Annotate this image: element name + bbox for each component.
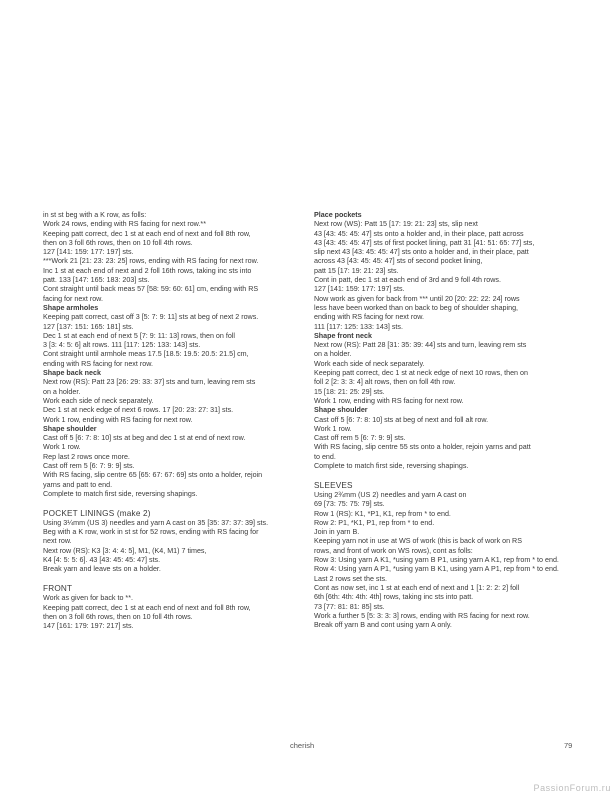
text-line: on a holder. <box>43 387 81 396</box>
text-line: 127 [141: 159: 177: 197] sts. <box>43 248 134 257</box>
text-line: Last 2 rows set the sts. <box>314 574 388 583</box>
subheading: Shape shoulder <box>314 406 368 415</box>
section-heading: FRONT <box>43 584 73 594</box>
text-line: Cast off 5 [6: 7: 8: 10] sts at beg and dec 1 st at end of next row. <box>43 434 246 443</box>
text-line: rows, and front of work on WS rows), cont as folls: <box>314 546 473 555</box>
text-line: Row 4: Using yarn A P1, *using yarn B K1, using yarn A P1, rep from * to end. <box>314 565 559 574</box>
text-line: 15 [18: 21: 25: 29] sts. <box>314 387 385 396</box>
text-line: With RS facing, slip centre 65 [65: 67: 67: 69] sts onto a holder, rejoin <box>43 471 263 480</box>
text-line: 3 [3: 4: 5: 6] alt rows. 111 [117: 125: 133: 143] sts. <box>43 341 201 350</box>
text-line: Complete to match first side, reversing shapings. <box>43 489 198 498</box>
text-line: then on 3 foll 6th rows, then on 10 foll 4th rows. <box>43 238 193 247</box>
text-line: Join in yarn B. <box>314 528 360 537</box>
text-line: Work 1 row, ending with RS facing for next row. <box>314 396 464 405</box>
text-line: Row 2: P1, *K1, P1, rep from * to end. <box>314 518 435 527</box>
text-line: foll 2 [2: 3: 3: 4] alt rows, then on foll 4th row. <box>314 378 456 387</box>
text-line: Keeping patt correct, dec 1 st at each end of next and foll 8th row, <box>43 229 251 238</box>
text-line: 111 [117: 125: 133: 143] sts. <box>314 322 403 331</box>
page-number: 79 <box>564 741 573 750</box>
text-line: Now work as given for back from *** until 20 [20: 22: 22: 24] rows <box>314 294 520 303</box>
text-line: 147 [161: 179: 197: 217] sts. <box>43 622 134 631</box>
text-line: Cont in patt, dec 1 st at each end of 3rd and 9 foll 4th rows. <box>314 276 501 285</box>
text-line: less have been worked than on back to beg of shoulder shaping, <box>314 303 519 312</box>
text-line: yarns and patt to end. <box>43 480 113 489</box>
text-line: Using 2¾mm (US 2) needles and yarn A cast on <box>314 491 467 499</box>
subheading: Shape shoulder <box>43 424 97 433</box>
text-line: Dec 1 st at each end of next 5 [7: 9: 11: 13] rows, then on foll <box>43 331 235 340</box>
left-column <box>43 211 298 632</box>
text-line: Work each side of neck separately. <box>314 359 425 368</box>
text-line: in st st beg with a K row, as folls: <box>43 211 147 219</box>
text-line: 127 [141: 159: 177: 197] sts. <box>314 285 405 294</box>
spacer <box>43 499 298 509</box>
subheading: Shape back neck <box>43 369 101 378</box>
text-line: Break off yarn B and cont using yarn A only. <box>314 621 452 630</box>
text-line: Work 24 rows, ending with RS facing for next row.** <box>43 220 206 229</box>
text-line: Cast off rem 5 [6: 7: 9: 9] sts. <box>43 462 135 471</box>
section-heading: POCKET LININGS (make 2) <box>43 508 151 518</box>
watermark: PassionForum.ru <box>533 783 611 793</box>
text-line: Next row (WS): Patt 15 [17: 19: 21: 23] sts, slip next <box>314 220 478 229</box>
spacer <box>314 471 576 481</box>
text-line: 73 [77: 81: 81: 85] sts. <box>314 602 385 611</box>
text-line: Keeping patt correct, dec 1 st at each end of next and foll 8th row, <box>43 603 251 612</box>
text-line: Work as given for back to **. <box>43 594 133 603</box>
text-line: Keeping patt correct, cast off 3 [5: 7: 9: 11] sts at beg of next 2 rows. <box>43 313 259 322</box>
text-line: Keeping patt correct, dec 1 st at neck edge of next 10 rows, then on <box>314 369 528 378</box>
text-line: Cast off rem 5 [6: 7: 9: 9] sts. <box>314 434 406 443</box>
subheading: Place pockets <box>314 211 362 219</box>
text-line: 43 [43: 45: 45: 47] sts onto a holder and, in their place, patt across <box>314 229 524 238</box>
text-line: Break yarn and leave sts on a holder. <box>43 565 161 574</box>
text-line: Cont straight until armhole meas 17.5 [18.5: 19.5: 20.5: 21.5] cm, <box>43 350 249 359</box>
text-line: 6th [6th: 4th: 4th: 4th] rows, taking inc sts into patt. <box>314 593 474 602</box>
text-line: Complete to match first side, reversing shapings. <box>314 462 469 471</box>
text-line: Work 1 row. <box>314 424 352 433</box>
text-line: patt. 133 [147: 165: 183: 203] sts. <box>43 276 150 285</box>
text-line: Work a further 5 [5: 3: 3: 3] rows, ending with RS facing for next row. <box>314 611 530 620</box>
text-line: 127 [137: 151: 165: 181] sts. <box>43 322 134 331</box>
text-line: across 43 [43: 45: 45: 47] sts of second pocket lining, <box>314 257 483 266</box>
text-line: Work each side of neck separately. <box>43 396 154 405</box>
text-line: Work 1 row, ending with RS facing for next row. <box>43 415 193 424</box>
text-line: ending with RS facing for next row. <box>43 359 153 368</box>
section-heading: SLEEVES <box>314 480 353 490</box>
text-line: K4 [4: 5: 5: 6]. 43 [43: 45: 45: 47] sts. <box>43 556 161 565</box>
text-line: Cont as now set, inc 1 st at each end of next and 1 [1: 2: 2: 2] foll <box>314 583 520 592</box>
subheading: Shape front neck <box>314 331 372 340</box>
right-column <box>314 211 576 630</box>
text-line: Next row (RS): Patt 28 [31: 35: 39: 44] sts and turn, leaving rem sts <box>314 341 527 350</box>
text-line: facing for next row. <box>43 294 103 303</box>
text-line: 43 [43: 45: 45: 47] sts of first pocket lining, patt 31 [41: 51: 65: 77] sts, <box>314 238 535 247</box>
text-line: Work 1 row. <box>43 443 81 452</box>
text-line: Row 3: Using yarn A K1, *using yarn B P1, using yarn A K1, rep from * to end. <box>314 556 559 565</box>
text-line: patt 15 [17: 19: 21: 23] sts. <box>314 266 399 275</box>
text-line: Keeping yarn not in use at WS of work (this is back of work on RS <box>314 537 522 546</box>
text-line: to end. <box>314 452 336 461</box>
text-line: Using 3¼mm (US 3) needles and yarn A cast on 35 [35: 37: 37: 39] sts. <box>43 518 269 527</box>
text-line: Row 1 (RS): K1, *P1, K1, rep from * to end. <box>314 509 451 518</box>
subheading: Shape armholes <box>43 303 99 312</box>
text-line: ***Work 21 [21: 23: 23: 25] rows, ending with RS facing for next row. <box>43 257 259 266</box>
text-line: Beg with a K row, work in st st for 52 rows, ending with RS facing for <box>43 528 259 537</box>
text-line: 69 [73: 75: 75: 79] sts. <box>314 500 385 509</box>
text-line: With RS facing, slip centre 55 sts onto a holder, rejoin yarns and patt <box>314 443 531 452</box>
text-line: Next row (RS): Patt 23 [26: 29: 33: 37] sts and turn, leaving rem sts <box>43 378 256 387</box>
magazine-name: cherish <box>290 741 315 750</box>
text-line: slip next 43 [43: 45: 45: 47] sts onto a holder and, in their place, patt <box>314 248 529 257</box>
text-line: then on 3 foll 6th rows, then on 10 foll 4th rows. <box>43 612 193 621</box>
text-line: next row. <box>43 537 72 546</box>
text-line: Inc 1 st at each end of next and 2 foll 16th rows, taking inc sts into <box>43 266 252 275</box>
text-line: Cont straight until back meas 57 [58: 59: 60: 61] cm, ending with RS <box>43 285 259 294</box>
text-line: Cast off 5 [6: 7: 8: 10] sts at beg of next and foll alt row. <box>314 415 489 424</box>
text-line: Next row (RS): K3 [3: 4: 4: 5], M1, (K4, M1) 7 times, <box>43 546 207 555</box>
spacer <box>43 575 298 585</box>
text-line: ending with RS facing for next row. <box>314 313 424 322</box>
text-line: Rep last 2 rows once more. <box>43 452 130 461</box>
text-line: Dec 1 st at neck edge of next 6 rows. 17 [20: 23: 27: 31] sts. <box>43 406 234 415</box>
text-line: on a holder. <box>314 350 352 359</box>
